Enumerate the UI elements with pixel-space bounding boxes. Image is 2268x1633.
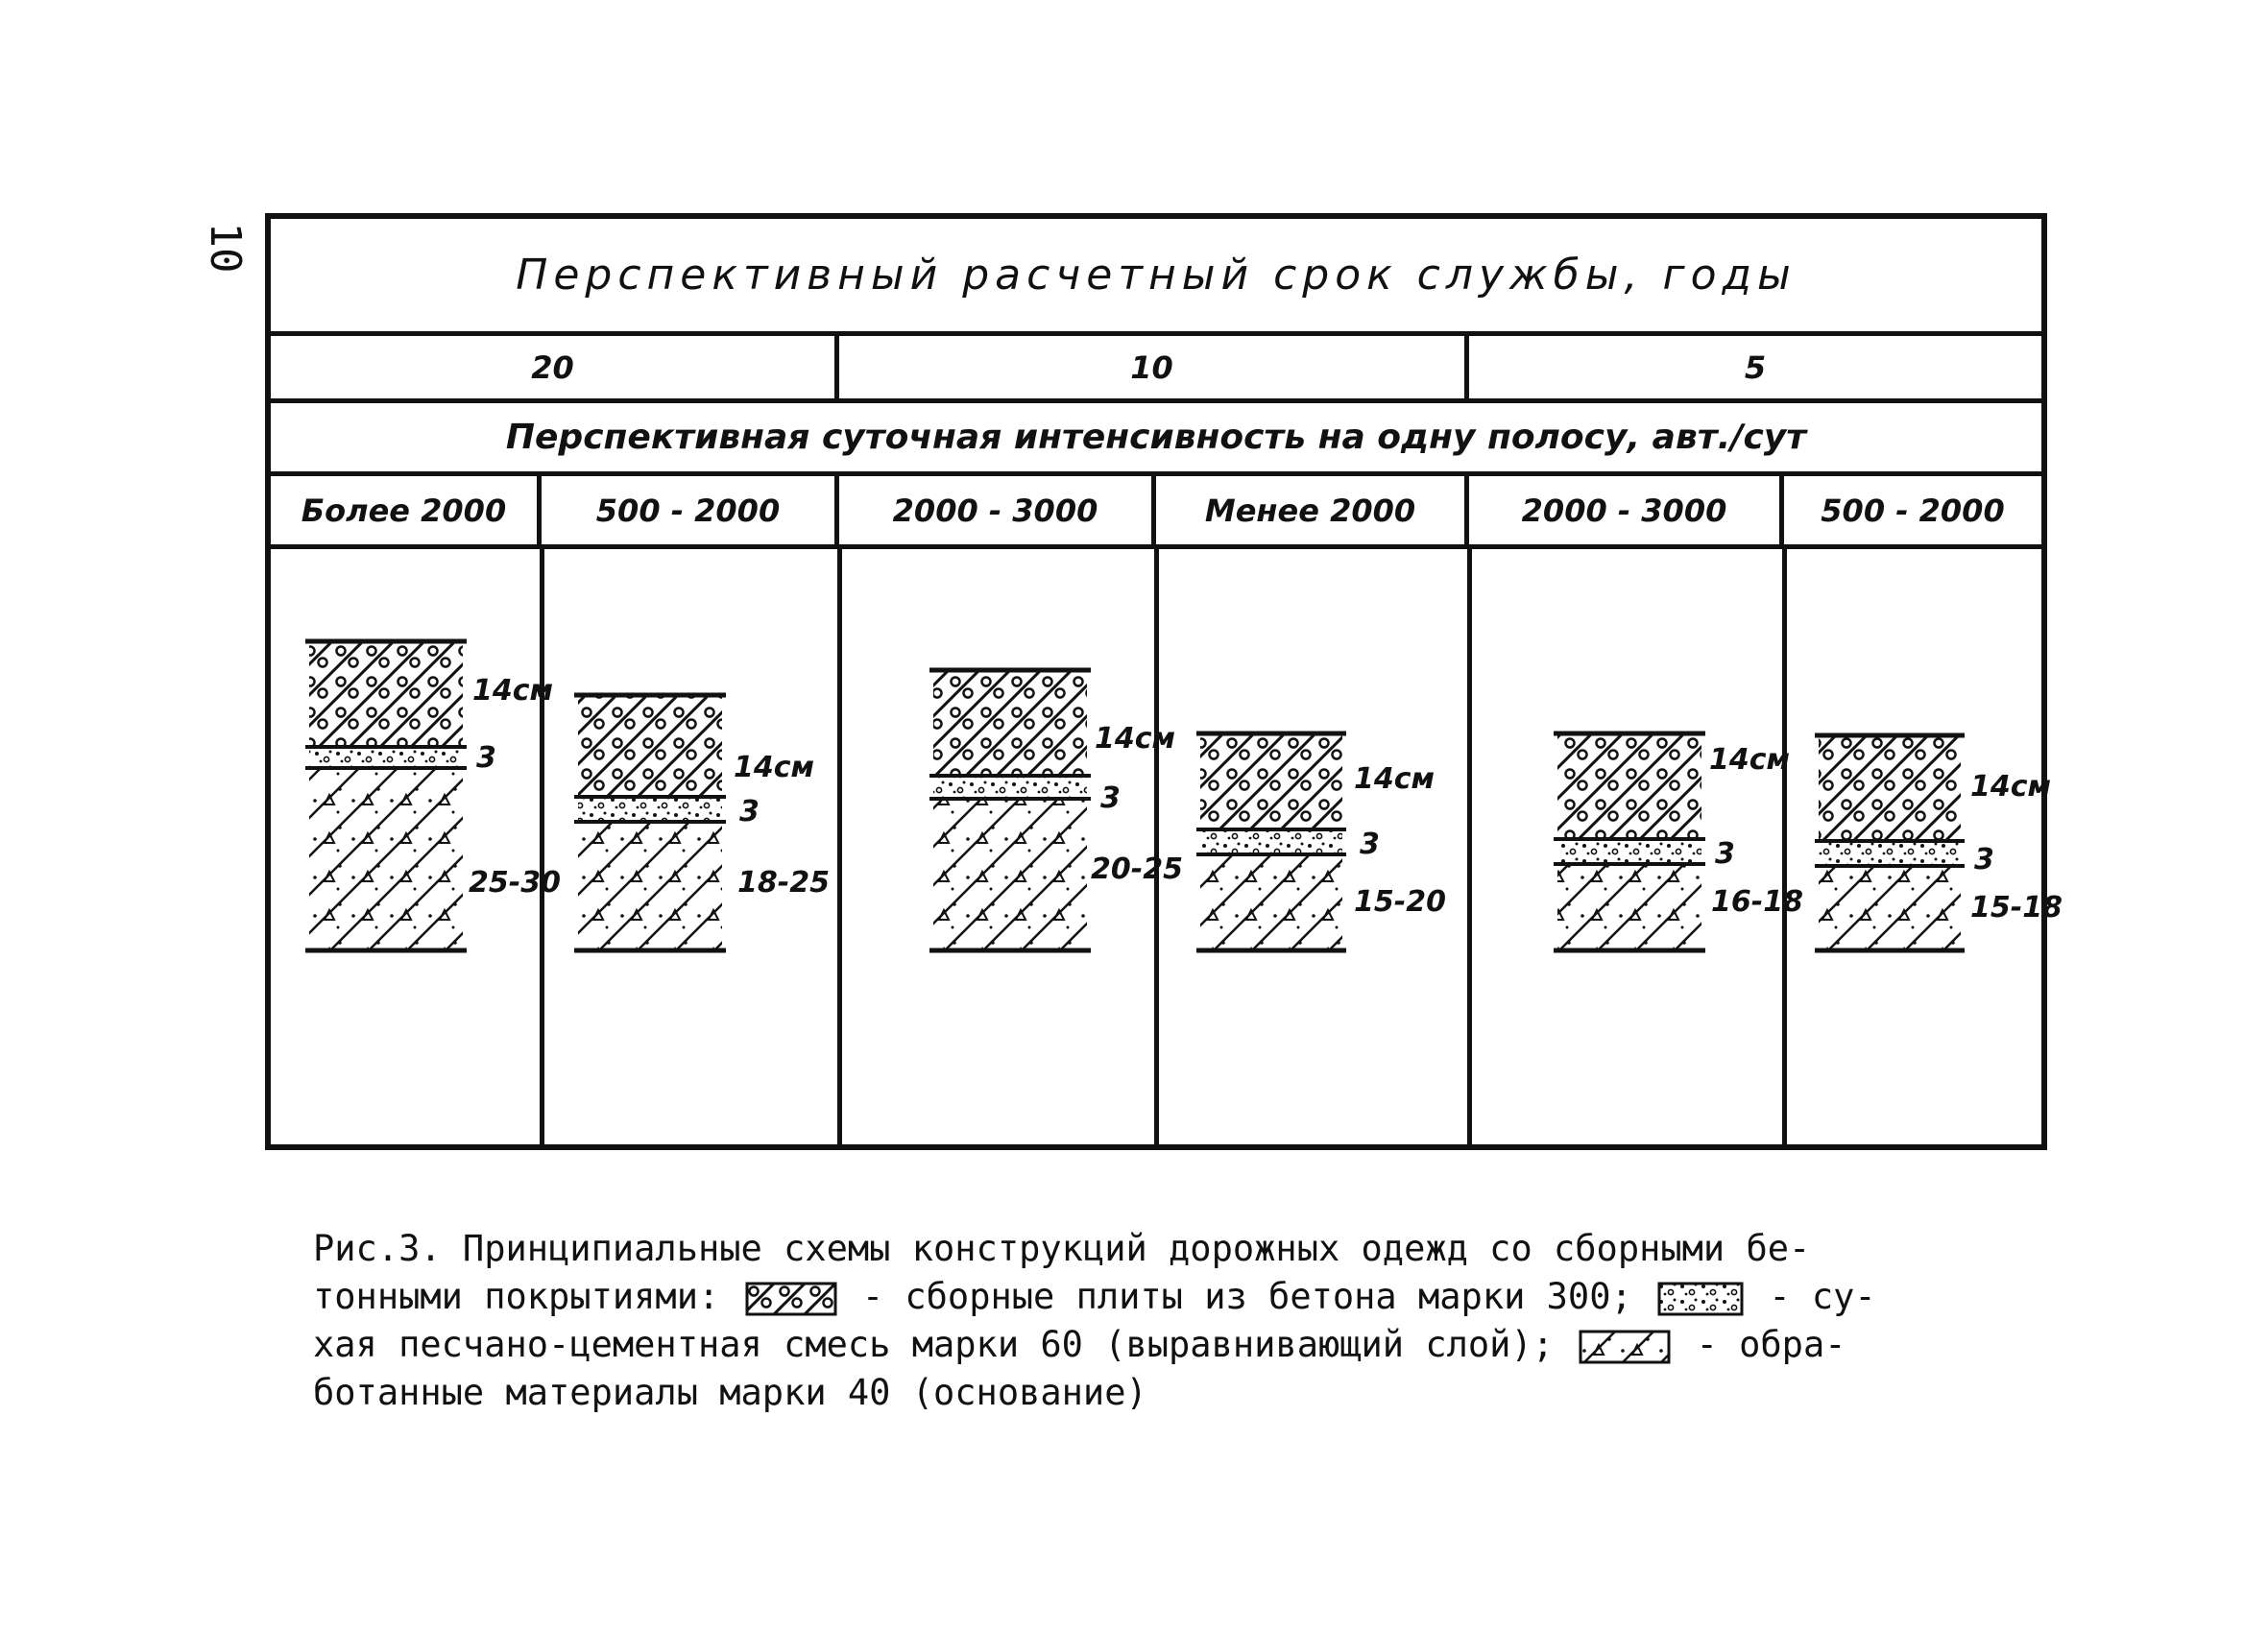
caption-line-2-text: тонными покрытиями: [313,1276,720,1317]
range-cell-2: 500 - 2000 [542,476,839,544]
slab-pattern-swatch [745,1282,837,1316]
label-slab-3: 14см [1095,722,1176,756]
label-slab-4: 14см [1354,762,1436,796]
label-sand-2: 3 [739,795,760,829]
layer-stack-6 [1815,735,1965,950]
caption-line-1: Рис.3. Принципиальные схемы конструкций дорожных одежд со сборными бе- [313,1228,1811,1269]
range-cell-4: Менее 2000 [1156,476,1469,544]
caption-line-2-slab-desc: - сборные плиты из бетона марки 300; [861,1276,1632,1317]
caption-line-3-text: хая песчано-цементная смесь марки 60 (выравнивающий слой); [313,1324,1555,1365]
caption-line-4: ботанные материалы марки 40 (основание) [313,1372,1147,1413]
years-cell-20: 20 [271,336,839,398]
range-cell-1: Более 2000 [271,476,542,544]
layer-stack-5 [1554,733,1705,950]
label-sand-4: 3 [1360,828,1380,861]
label-sand-5: 3 [1715,837,1735,871]
figure-caption [313,1225,2022,1417]
label-base-4: 15-20 [1354,885,1446,919]
label-sand-1: 3 [476,741,496,775]
sand-pattern-swatch [1657,1282,1744,1316]
base-pattern-swatch [1579,1330,1671,1364]
range-cell-6: 500 - 2000 [1821,492,2005,529]
label-base-3: 20-25 [1091,853,1183,886]
label-slab-5: 14см [1709,743,1791,777]
label-base-1: 25-30 [469,866,561,900]
pavement-schemes-table [265,213,2063,1150]
layer-stack-3 [929,670,1091,950]
label-slab-6: 14см [1970,770,2052,804]
years-cell-10: 10 [839,336,1469,398]
label-base-6: 15-18 [1970,891,2063,925]
layer-stack-2 [574,695,726,950]
intensity-ranges-row [271,476,2041,549]
caption-line-3-end: - обра- [1696,1324,1846,1365]
layer-stack-1 [305,641,467,950]
caption-line-2-end: - су- [1769,1276,1876,1317]
label-base-5: 16-18 [1711,885,1803,919]
service-years-row [271,336,2041,403]
intensity-header: Перспективная суточная интенсивность на одну полосу, авт./сут [271,403,2041,476]
label-sand-6: 3 [1974,843,1994,877]
schemes-body [271,549,2063,1144]
label-base-2: 18-25 [737,866,830,900]
label-sand-3: 3 [1100,781,1121,815]
range-cell-3: 2000 - 3000 [839,476,1156,544]
label-slab-2: 14см [734,751,815,784]
range-cell-5: 2000 - 3000 [1469,476,1784,544]
caption-line-3 [313,1321,2022,1369]
label-slab-1: 14см [472,674,554,708]
layer-diagrams [271,549,2041,1144]
caption-line-2 [313,1273,2022,1321]
layer-stack-4 [1196,733,1346,950]
page-number: 10 [201,222,250,274]
service-life-header: Перспективный расчетный срок службы, годы [271,219,2041,336]
years-cell-5: 5 [1744,348,1767,386]
